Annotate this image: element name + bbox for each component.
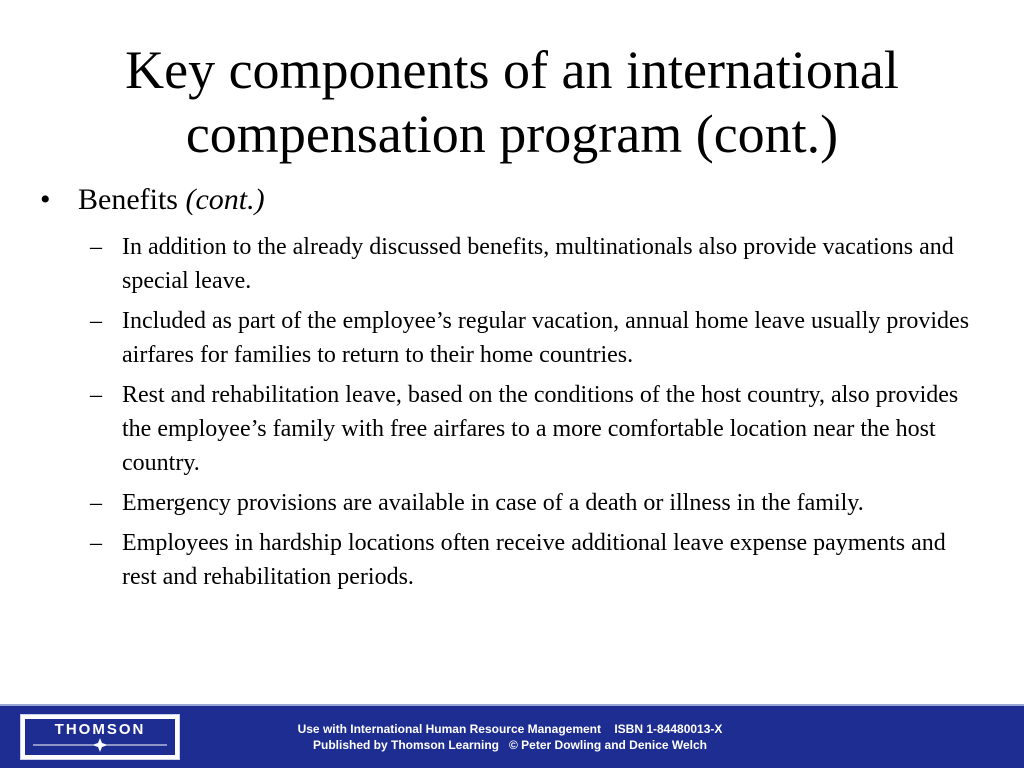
logo-text: THOMSON bbox=[54, 721, 146, 738]
bullet-label-text: Benefits bbox=[78, 183, 178, 216]
title-line-1: Key components of an international bbox=[125, 40, 899, 100]
sub-bullet-text: In addition to the already discussed benefits, multinationals also provide vacations and special leave. bbox=[122, 234, 954, 294]
dash-icon: – bbox=[90, 382, 102, 408]
dash-icon: – bbox=[90, 530, 102, 556]
slide-title bbox=[40, 38, 984, 166]
logo-background bbox=[25, 719, 175, 755]
bullet-label-italic: (cont.) bbox=[185, 183, 265, 216]
star-icon bbox=[25, 737, 175, 753]
footer-line-2: Published by Thomson Learning © Peter Dowling and Denice Welch bbox=[312, 738, 707, 752]
title-line-2: compensation program (cont.) bbox=[185, 104, 839, 164]
footer-bar bbox=[0, 706, 1024, 768]
thomson-logo bbox=[20, 714, 180, 760]
footer-credits bbox=[250, 721, 770, 753]
sub-bullet-text: Emergency provisions are available in case of a death or illness in the family. bbox=[122, 490, 864, 516]
sub-bullet-item bbox=[0, 486, 1024, 520]
sub-bullet-text: Employees in hardship locations often receive additional leave expense payments and rest and rehabilitation periods. bbox=[122, 530, 946, 590]
bullet-label bbox=[78, 180, 265, 220]
dash-icon: – bbox=[90, 490, 102, 516]
bullet-dot-icon: • bbox=[40, 183, 51, 216]
sub-bullet-item bbox=[0, 230, 1024, 298]
dash-icon: – bbox=[90, 234, 102, 260]
sub-bullet-item bbox=[0, 378, 1024, 480]
dash-icon: – bbox=[90, 308, 102, 334]
sub-bullet-item bbox=[0, 526, 1024, 594]
bullet-benefits bbox=[0, 180, 1024, 220]
sub-bullet-item bbox=[0, 304, 1024, 372]
footer-line-1: Use with International Human Resource Management ISBN 1-84480013-X bbox=[297, 722, 723, 736]
sub-bullet-text: Included as part of the employee’s regular vacation, annual home leave usually provides airfares for families to return to their home countries. bbox=[122, 308, 970, 368]
sub-bullet-list bbox=[0, 230, 1024, 600]
sub-bullet-text: Rest and rehabilitation leave, based on the conditions of the host country, also provides the employee’s family with free airfares to a more comfortable location near the host country. bbox=[122, 382, 959, 476]
